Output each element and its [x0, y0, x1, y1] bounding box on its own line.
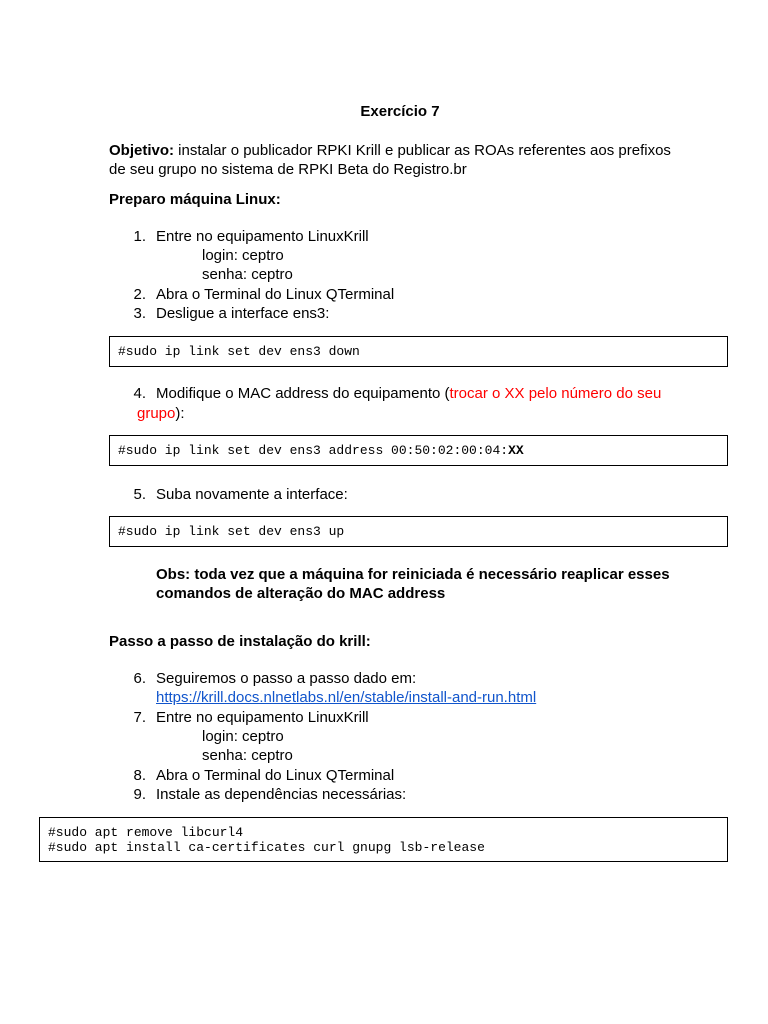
step-number: 3.	[133, 305, 146, 322]
code-line: #sudo apt install ca-certificates curl gnupg lsb-release	[48, 840, 485, 855]
step-5-text: Suba novamente a interface:	[156, 486, 348, 503]
code-block-mac-address[interactable]	[109, 435, 728, 466]
step-4-text-before: Modifique o MAC address do equipamento (	[156, 385, 450, 402]
step-7-password: senha: ceptro	[202, 747, 293, 764]
code-line: #sudo apt remove libcurl4	[48, 825, 244, 840]
code-prefix: #sudo ip link set dev ens3 address 00:50:02:00:04:	[118, 443, 509, 458]
obs-line-1: Obs: toda vez que a máquina for reiniciada é necessário reaplicar esses	[156, 566, 670, 583]
step-number: 4.	[133, 385, 146, 402]
step-number: 5.	[133, 486, 146, 503]
step-number: 8.	[133, 767, 146, 784]
step-2-text: Abra o Terminal do Linux QTerminal	[156, 286, 395, 303]
step-3-text: Desligue a interface ens3:	[156, 305, 330, 322]
step-7-login: login: ceptro	[202, 728, 284, 745]
code-block-link-up[interactable]	[109, 516, 728, 547]
krill-docs-link[interactable]: https://krill.docs.nlnetlabs.nl/en/stable/install-and-run.html	[156, 689, 537, 706]
step-1-login: login: ceptro	[202, 247, 284, 264]
step-1-password: senha: ceptro	[202, 266, 293, 283]
code-block-dependencies[interactable]	[39, 817, 728, 862]
step-number: 7.	[133, 709, 146, 726]
step-7-text: Entre no equipamento LinuxKrill	[156, 709, 369, 726]
page-title: Exercício 7	[360, 103, 440, 120]
section-heading-prep: Preparo máquina Linux:	[109, 191, 281, 208]
step-number: 1.	[133, 228, 146, 245]
step-number: 6.	[133, 670, 146, 687]
objective-label: Objetivo:	[109, 142, 175, 159]
code-group-placeholder: XX	[508, 443, 524, 458]
step-number: 2.	[133, 286, 146, 303]
step-number: 9.	[133, 786, 146, 803]
step-8-text: Abra o Terminal do Linux QTerminal	[156, 767, 395, 784]
step-6-text: Seguiremos o passo a passo dado em:	[156, 670, 417, 687]
step-4-red-note-2: grupo	[137, 405, 176, 422]
code-line: #sudo ip link set dev ens3 up	[118, 524, 345, 539]
objective-line-1	[109, 141, 671, 160]
code-line	[118, 443, 719, 458]
step-9-text: Instale as dependências necessárias:	[156, 786, 407, 803]
objective-text-2: de seu grupo no sistema de RPKI Beta do Registro.br	[109, 161, 467, 178]
step-1-text: Entre no equipamento LinuxKrill	[156, 228, 369, 245]
objective-text-1: instalar o publicador RPKI Krill e publicar as ROAs referentes aos prefixos	[174, 142, 671, 159]
section-heading-install: Passo a passo de instalação do krill:	[109, 633, 371, 650]
obs-line-2: comandos de alteração do MAC address	[156, 585, 446, 602]
code-line: #sudo ip link set dev ens3 down	[118, 344, 360, 359]
step-4-text	[156, 384, 661, 403]
step-4-text-after: ):	[175, 405, 185, 422]
code-block-link-down[interactable]	[109, 336, 728, 367]
step-4-text-line-2	[137, 404, 185, 423]
step-4-red-note: trocar o XX pelo número do seu	[449, 385, 662, 402]
